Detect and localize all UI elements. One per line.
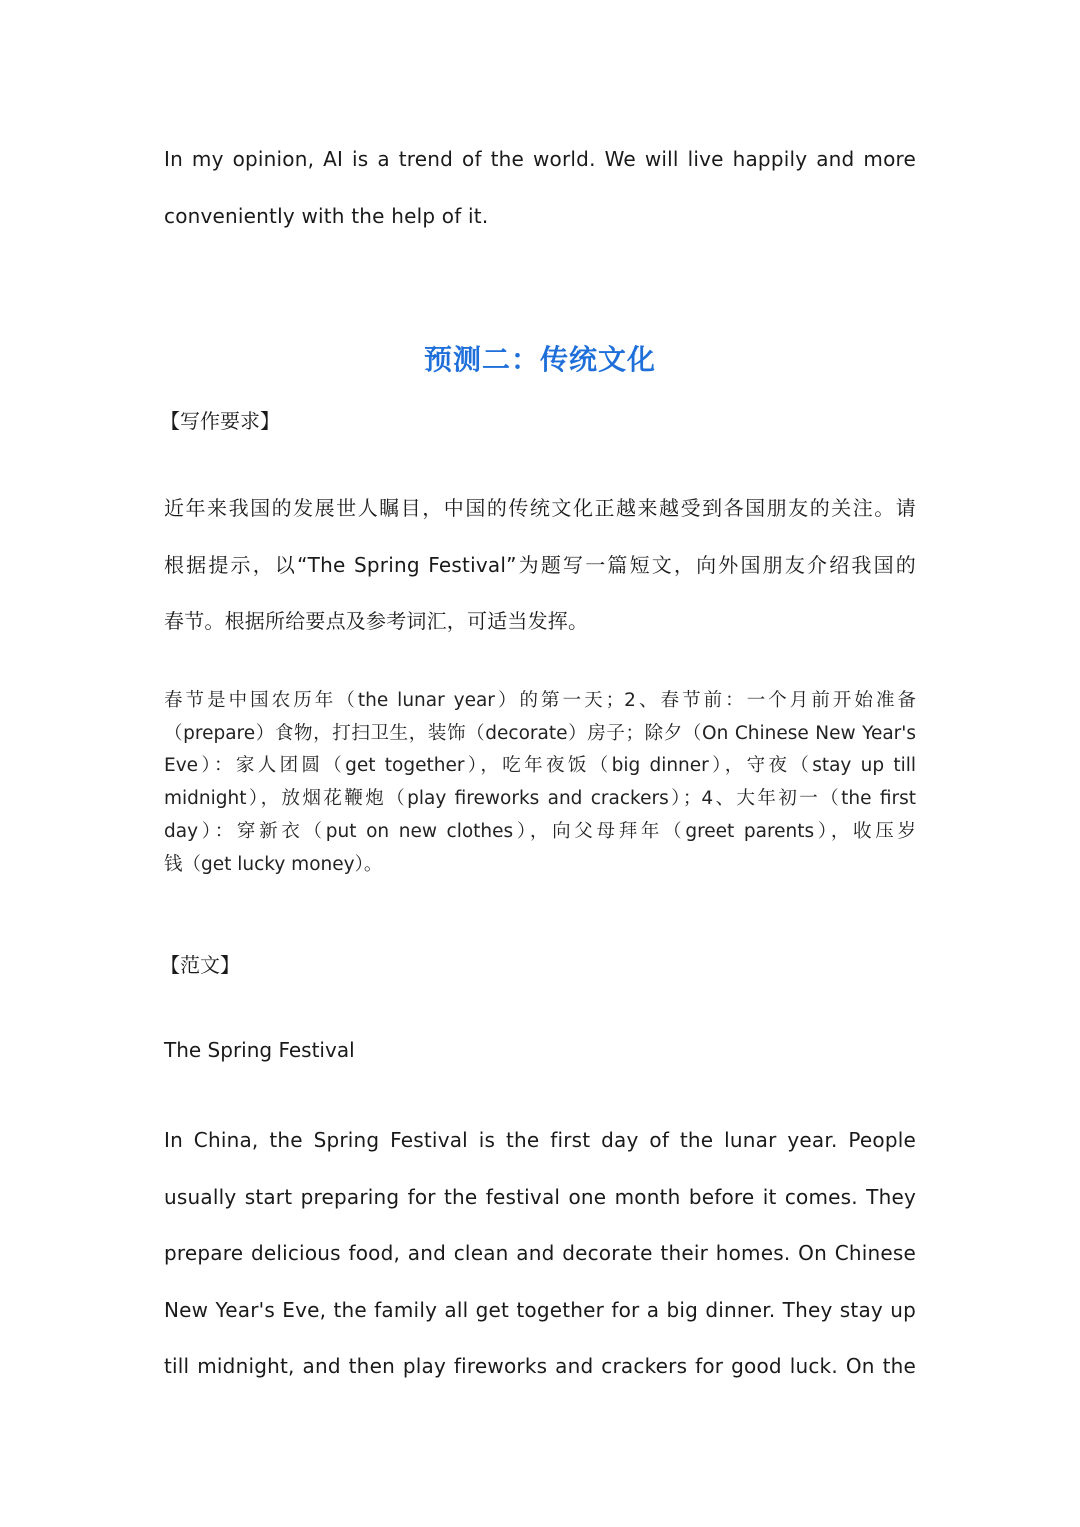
essay-line: prepare delicious food, and clean and decorate their homes. On Chinese <box>164 1241 916 1265</box>
essay-title: The Spring Festival <box>164 1038 355 1062</box>
paragraph-line: conveniently with the help of it. <box>164 203 489 228</box>
paragraph-line: 根据提示，以“The Spring Festival”为题写一篇短文，向外国朋友介绍我国的 <box>164 552 916 577</box>
essay-line: New Year's Eve, the family all get together for a big dinner. They stay up <box>164 1297 916 1322</box>
essay-line: till midnight, and then play fireworks and crackers for good luck. On the <box>164 1354 916 1378</box>
writing-requirement-label: 【写作要求】 <box>160 409 280 433</box>
hint-line: Eve）：家人团圆（get together），吃年夜饭（big dinner），守夜（stay up till <box>164 755 916 777</box>
hints-paragraph <box>164 685 916 881</box>
hint-line: （prepare）食物，打扫卫生，装饰（decorate）房子；除夕（On Chinese New Year's <box>164 722 916 744</box>
section-title: 预测二：传统文化 <box>423 343 656 376</box>
opening-paragraph <box>164 131 916 244</box>
hint-line: 钱（get lucky money）。 <box>164 853 383 875</box>
hint-line: 春节是中国农历年（the lunar year）的第一天；2、春节前：一个月前开始准备 <box>164 690 916 711</box>
essay-line: In China, the Spring Festival is the first day of the lunar year. People <box>164 1128 916 1152</box>
hint-line: day）：穿新衣（put on new clothes），向父母拜年（greet parents），收压岁 <box>164 820 916 842</box>
essay-line: usually start preparing for the festival one month before it comes. They <box>164 1184 916 1209</box>
hint-line: midnight），放烟花鞭炮（play fireworks and crackers）；4、大年初一（the first <box>164 788 916 810</box>
essay-paragraph <box>164 1112 916 1395</box>
model-essay-label: 【范文】 <box>160 953 240 977</box>
paragraph-line: 春节。根据所给要点及参考词汇，可适当发挥。 <box>164 609 589 633</box>
paragraph-line: 近年来我国的发展世人瞩目，中国的传统文化正越来越受到各国朋友的关注。请 <box>164 496 916 520</box>
paragraph-line: In my opinion, AI is a trend of the world. We will live happily and more <box>164 147 916 171</box>
writing-requirement-paragraph <box>164 480 916 650</box>
